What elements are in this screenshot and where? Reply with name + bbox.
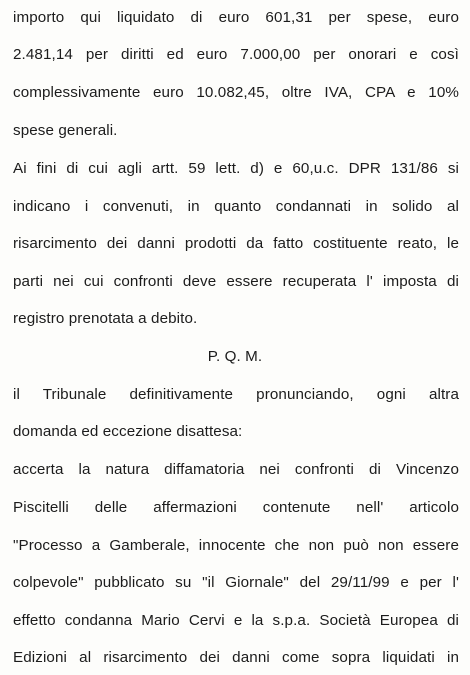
text-line: complessivamente euro 10.082,45, oltre IVA, CPA e 10% — [13, 84, 459, 101]
text-line: Ai fini di cui agli artt. 59 lett. d) e 60,u.c. DPR 131/86 si — [13, 160, 459, 177]
text-line: il Tribunale definitivamente pronunciando, ogni altra — [13, 386, 459, 403]
text-line: "Processo a Gamberale, innocente che non può non essere — [13, 537, 459, 554]
text-line: colpevole" pubblicato su "il Giornale" del 29/11/99 e per l' — [13, 574, 459, 591]
text-line: indicano i convenuti, in quanto condannati in solido al — [13, 198, 459, 215]
text-line: domanda ed eccezione disattesa: — [13, 423, 243, 440]
text-line: effetto condanna Mario Cervi e la s.p.a. Società Europea di — [13, 612, 459, 629]
text-line: importo qui liquidato di euro 601,31 per spese, euro — [13, 9, 459, 26]
text-line: risarcimento dei danni prodotti da fatto costituente reato, le — [13, 235, 459, 252]
text-line: Edizioni al risarcimento dei danni come sopra liquidati in — [13, 649, 459, 666]
text-line: registro prenotata a debito. — [13, 310, 198, 327]
text-line: parti nei cui confronti deve essere recuperata l' imposta di — [13, 273, 459, 290]
section-heading: P. Q. M. — [207, 348, 263, 365]
text-line: Piscitelli delle affermazioni contenute nell' articolo — [13, 499, 459, 516]
text-line: 2.481,14 per diritti ed euro 7.000,00 per onorari e così — [13, 46, 459, 63]
text-line: accerta la natura diffamatoria nei confronti di Vincenzo — [13, 461, 459, 478]
text-line: spese generali. — [13, 122, 118, 139]
